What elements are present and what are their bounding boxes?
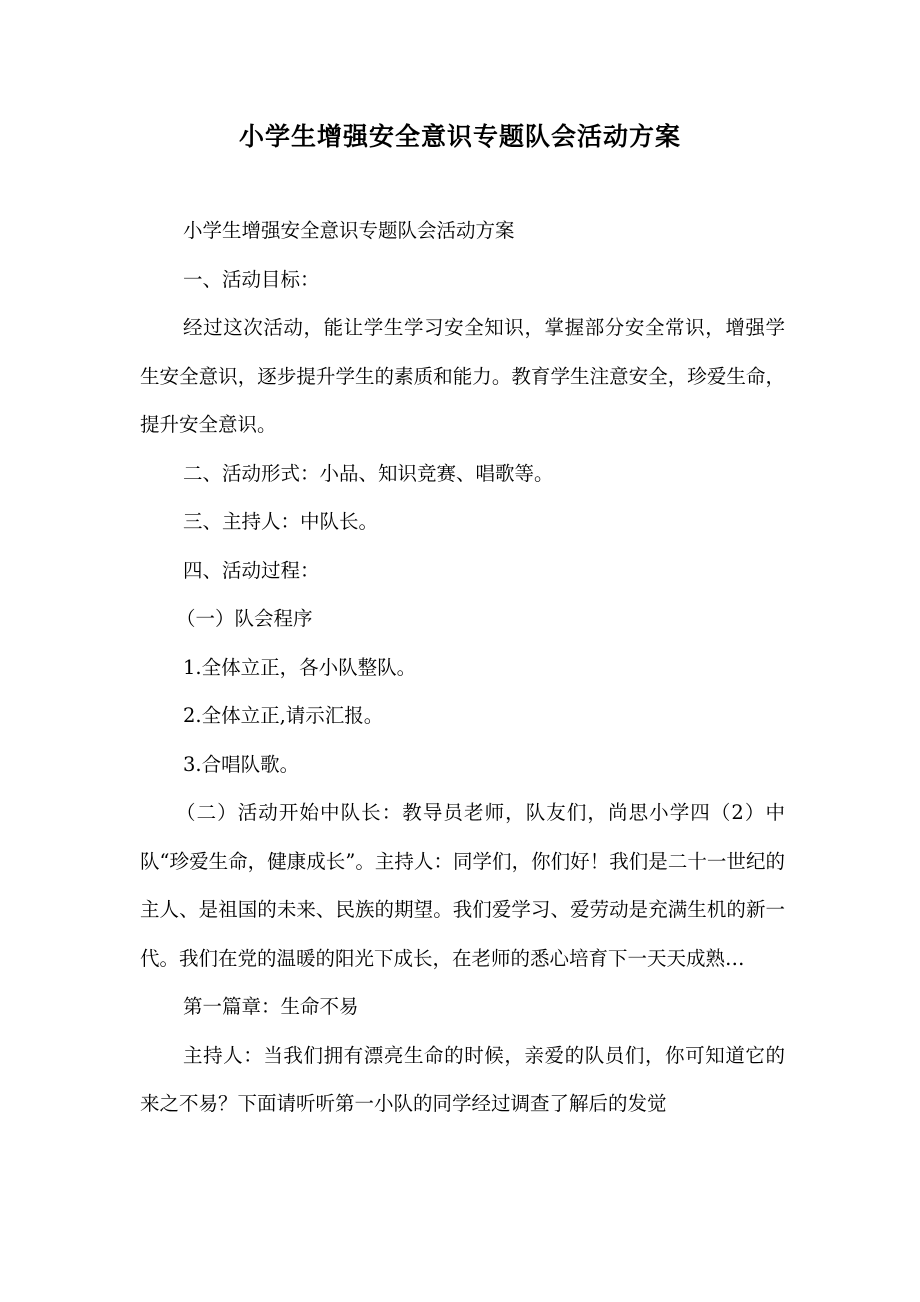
paragraph-chapter-one: 第一篇章：生命不易: [183, 995, 359, 1018]
paragraph-host-speech: 主持人：当我们拥有漂亮生命的时候，亲爱的队员们，你可知道它的来之不易？下面请听听第一小队的同学经过调查了解后的发觉: [140, 1043, 785, 1115]
paragraph-procedure-heading: （一）队会程序: [176, 607, 313, 630]
paragraph-goal-text: 经过这次活动，能让学生学习安全知识，掌握部分安全常识，增强学生安全意识，逐步提升学生的素质和能力。教育学生注意安全，珍爱生命，提升安全意识。: [140, 316, 785, 436]
paragraph-step-2: 2.全体立正,请示汇报。: [183, 704, 384, 727]
document-body: [140, 207, 785, 1129]
paragraph-subtitle: 小学生增强安全意识专题队会活动方案: [183, 219, 515, 242]
paragraph-step-3: 3.合唱队歌。: [183, 752, 300, 776]
paragraph-activity-start: （二）活动开始中队长：教导员老师，队友们，尚思小学四（2）中队“珍爱生命，健康成长”。主持人：同学们，你们好！我们是二十一世纪的主人、是祖国的未来、民族的期望。我们爱学习、爱劳动是充满生机的新一代。我们在党的温暖的阳光下成长，在老师的悉心培育下一天天成熟…: [140, 801, 785, 970]
paragraph-step-1: 1.全体立正，各小队整队。: [183, 655, 417, 679]
paragraph-heading-host: 三、主持人：中队长。: [183, 510, 379, 533]
paragraph-heading-process: 四、活动过程：: [183, 558, 320, 582]
paragraph-heading-goal: 一、活动目标：: [183, 267, 320, 291]
paragraph-heading-form: 二、活动形式：小品、知识竞赛、唱歌等。: [183, 461, 554, 485]
document-title: 小学生增强安全意识专题队会活动方案: [238, 122, 681, 151]
